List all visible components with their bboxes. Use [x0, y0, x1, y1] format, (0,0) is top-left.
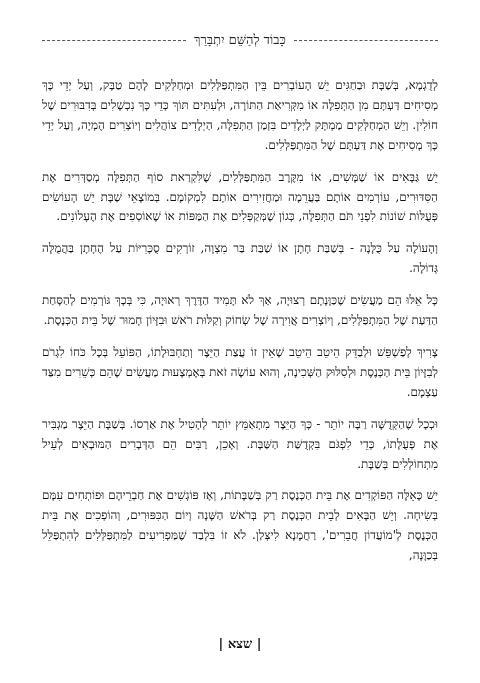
paragraph: וְהָעוֹלֶה עַל כֻּלָּנָה - בְּשַׁבַּת חָתָן אוֹ שַׁבַּת בַּר מִצְוָה, זוֹרְקִים סֻכָּרִיּוֹת עַל הֶחָתָן בַּהֲמֻלָּה גְּדוֹלָה. [42, 241, 438, 276]
page-number: | שצא | [218, 637, 262, 652]
paragraph: יֵשׁ כָּאֵלֶּה הַפּוֹקְדִים אֶת בֵּית הַכְּנֶסֶת רַק בְּשַׁבָּתוֹת, וְאָז פּוֹגְשִׁים אֶת חַבְרֵיהֶם וּפוֹתְחִים עִמָּם בְּשִׂיחָה. וְיֵשׁ הַבָּאִים לְבֵית הַכְּנֶסֶת רַק בְּרֹאשׁ הַשָּׁנָה וְיוֹם הַכִּפּוּרִים, וְהוֹפְכִים אֶת בֵּית הַכְּנֶסֶת לְ'מוֹעֲדוֹן חֲבֵרִים', רַחֲמָנָא לִיצְּלַן. לֹא זוֹ בִּלְבַד שֶׁמַּפְרִיעִים לַמִּתְפַּלְּלִים לְהִתְפַּלֵּל בְּכַוָּנָה, [42, 488, 438, 563]
paragraph: צָרִיךְ לְפַשְׁפֵּשׁ וּלְבַדֵּק הֵיטֵב הֵיטֵב שֶׁאֵין זוֹ עֲצַת הַיֵּצֶר וְתַחְבּוּלָתוֹ, הַפּוֹעֵל בְּכָל כֹּחוֹ לִגְרֹם לְבִזָּיוֹן בֵּית הַכְּנֶסֶת וּלְסִלּוּק הַשְּׁכִינָה, וְהוּא עוֹשֶׂה זֹאת בְּאֶמְצָעוּת מַעֲשִׂים שֶׁהֵם כְּשֵׁרִים מִצַּד עַצְמָם. [42, 344, 438, 399]
paragraph: יֵשׁ גַּבָּאִים אוֹ שַׁמָּשִׁים, אוֹ מִקֶּרֶב הַמִּתְפַּלְּלִים, שֶׁלִּקְרַאת סוֹף הַתְּפִלָּה מְסַדְּרִים אֶת הַסִּדּוּרִים, עוֹרְמִים אוֹתָם בַּעֲרֵמָה וּמַחֲזִירִים אוֹתָם לִמְקוֹמָם. בְּמוֹצָאֵי שַׁבָּת יֵשׁ הָעוֹשִׂים פְּעֻלּוֹת שׁוֹנוֹת לִפְנֵי תֹּם הַתְּפִלָּה, כְּגוֹן שֶׁמְּקַפְּלִים אֶת הַמַּפּוֹת אוֹ שֶׁאוֹסְפִים אֶת הֶעָלוֹנִים. [42, 169, 438, 224]
paragraph: וּכְכָל שֶׁהַקְּדֻשָּׁה רַבָּה יוֹתֵר - כָּךְ הַיֵּצֶר מִתְאַמֵּץ יוֹתֵר לְהָטִיל אֶת אַרְסוֹ. בְּשַׁבָּת הַיֵּצֶר מַגְבִּיר אֶת פְּעֻלָּתוֹ, כְּדֵי לִפְגֹּם בִּקְדֻשַּׁת הַשַּׁבָּת. וְאָכֵן, רַבִּים הֵם הַדְּבָרִים הַמּוּבָאִים לְעֵיל מִתְחוֹלְלִים בְּשַׁבָּת. [42, 416, 438, 471]
header-title: כָּבוֹד לְהַשֵּׁם יִתְבָּרַךְ [194, 33, 286, 48]
running-header [42, 30, 438, 50]
paragraph: כָּל אֵלּוּ הֵם מַעֲשִׂים שֶׁכַּוָּנָתָם רְצוּיָה, אַךְ לֹא תָּמִיד הַדֶּרֶךְ רְאוּיָה, כִּי בְּכָךְ גּוֹרְמִים לְהַסָּחַת הַדַּעַת שֶׁל הַמִּתְפַּלְּלִים, וְיוֹצְרִים אֲוִירָה שֶׁל שְׂחוֹק וְקַלּוּת רֹאשׁ וּבִזָּיוֹן חָמוּר שֶׁל בֵּית הַכְּנֶסֶת. [42, 293, 438, 328]
paragraph: לְדֻגְמָא, בְּשַׁבָּת וּבַחַגִּים יֵשׁ הָעוֹבְרִים בֵּין הַמִּתְפַּלְּלִים וּמְחַלְּקִים לָהֶם טַבָּק, וְעַל יְדֵי כָּךְ מְסִיחִים דַּעְתָּם מִן הַתְּפִלָּה אוֹ מִקְּרִיאַת הַתּוֹרָה, וּלְעִתִּים תּוֹךְ כְּדֵי כָּךְ נִכְשָׁלִים בְּדִבּוּרִים שֶׁל חוֹלִין. וְיֵשׁ הַמְחַלְּקִים מַמְתָּק לַיְלָדִים בִּזְמַן הַתְּפִלָּה, הַיְלָדִים צוֹהֲלִים וְיוֹצְרִים הֶמְיָה, וְעַל יְדֵי כָּךְ מְסִיחִים אֶת דַּעְתָּם שֶׁל הַמִּתְפַּלְּלִים. [42, 78, 438, 152]
body-text [42, 76, 438, 578]
header-dash-left [42, 40, 186, 41]
header-dash-right [294, 40, 438, 41]
